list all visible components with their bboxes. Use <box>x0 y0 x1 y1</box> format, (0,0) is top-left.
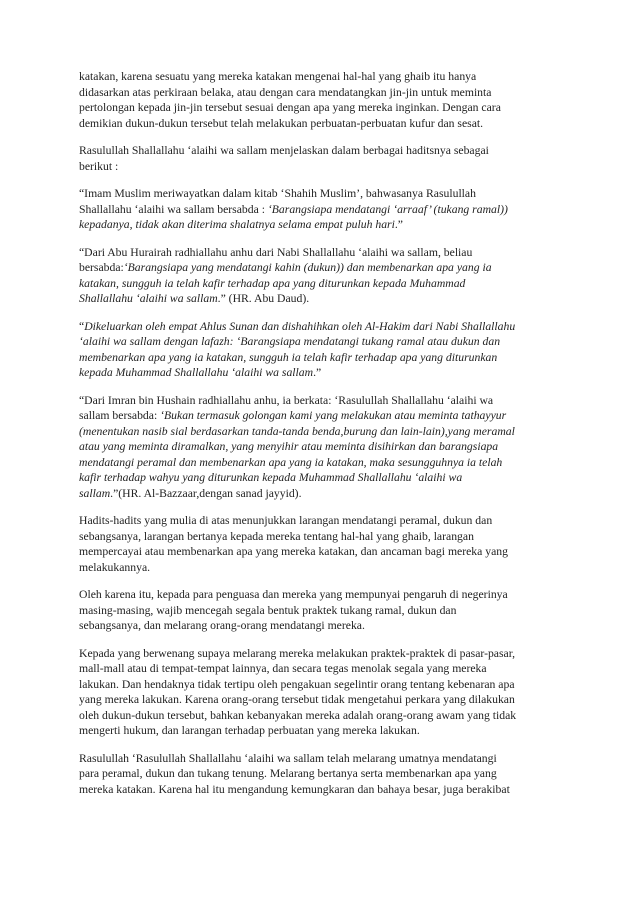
italic-text: kepadanya, tidak akan diterima shalatnya selama empat puluh hari <box>79 218 395 231</box>
text-run: didasarkan atas perkiraan belaka, atau dengan cara mendatangkan jin-jin untuk meminta <box>79 85 492 99</box>
text-run: sebangsanya, dan melarang orang-orang mendatangi mereka. <box>79 619 365 632</box>
text-run: yang mereka lakukan. Karena orang-orang tersebut tidak mengetahui perkara yang dilakukan <box>79 693 515 706</box>
italic-text: Shallallahu ‘alaihi wa sallam <box>79 292 218 305</box>
italic-text: kepada Muhammad Shallallahu ‘alaihi wa sallam <box>79 366 314 379</box>
text-line <box>79 393 567 409</box>
text-line <box>79 159 567 175</box>
text-run: .”(HR. Al-Bazzaar,dengan sanad jayyid). <box>110 486 302 500</box>
text-run: “Dari Abu Hurairah radhiallahu anhu dari Nabi Shallallahu ‘alaihi wa sallam, beliau <box>79 245 473 259</box>
text-run: demikian dukun-dukun tersebut telah melakukan perbuatan-perbuatan kufur dan sesat. <box>79 116 484 130</box>
text-line <box>79 603 567 619</box>
text-run: bersabda: <box>79 261 124 274</box>
text-run: sallam bersabda: <box>79 409 161 422</box>
text-line <box>79 202 567 218</box>
text-run: katakan, karena sesuatu yang mereka katakan mengenai hal-hal yang ghaib itu hanya <box>79 70 477 83</box>
text-run: Hadits-hadits yang mulia di atas menunjukkan larangan mendatangi peramal, dukun dan <box>79 514 493 527</box>
text-line <box>79 350 567 366</box>
text-line <box>79 560 567 576</box>
text-run: “Dari Imran bin Hushain radhiallahu anhu, ia berkata: ‘Rasulullah Shallallahu ‘alaihi wa <box>79 393 494 407</box>
paragraph <box>79 69 567 131</box>
text-run: mall-mall atau di tempat-tempat lainnya, dan secara tegas menolak segala yang mereka <box>79 662 487 675</box>
italic-text: ‘alaihi wa sallam dengan lafazh: ‘Barangsiapa mendatangi tukang ramal atau dukun dan <box>79 335 501 348</box>
text-line <box>79 291 567 307</box>
paragraph <box>79 186 567 233</box>
text-run: “ <box>79 319 85 333</box>
text-line <box>79 365 567 381</box>
text-line <box>79 408 567 424</box>
text-line <box>79 661 567 677</box>
italic-text: kafir terhadap wahyu yang diturunkan kepada Muhammad Shallallahu ‘alaihi wa <box>79 471 463 484</box>
text-line <box>79 100 567 116</box>
text-run: pertolongan kepada jin-jin tersebut sesuai dengan apa yang mereka inginkan. Dengan cara <box>79 101 501 114</box>
text-line <box>79 544 567 560</box>
italic-text: katakan, sungguh ia telah kafir terhadap apa yang diturunkan kepada Muhammad <box>79 276 466 290</box>
text-line <box>79 529 567 545</box>
text-run: .” <box>313 366 322 379</box>
text-run: lakukan. Dan hendaknya tidak tertipu oleh pengakuan segelintir orang tentang kebenaran apa <box>79 677 515 691</box>
text-run: Kepada yang berwenang supaya melarang mereka melakukan praktek-praktek di pasar-pasar, <box>79 646 516 660</box>
italic-text: sallam <box>79 486 111 500</box>
text-line <box>79 69 567 85</box>
italic-text: ‘Barangsiapa mendatangi ‘arraaf’ (tukang ramal)) <box>267 202 508 216</box>
text-line <box>79 646 567 662</box>
text-run: Rasulullah ‘Rasulullah Shallallahu ‘alaihi wa sallam telah melarang umatnya mendatangi <box>79 751 497 765</box>
text-line <box>79 276 567 292</box>
text-line <box>79 486 567 502</box>
italic-text: atau yang meminta diramalkan, yang menyihir atau meminta disihirkan dan barangsiapa <box>79 440 499 453</box>
text-line <box>79 116 567 132</box>
italic-text: (menentukan nasib sial berdasarkan tanda-tanda benda,burung dan lain-lain),yang meramal <box>79 424 515 438</box>
text-run: .” (HR. Abu Daud). <box>217 292 310 305</box>
text-line <box>79 692 567 708</box>
text-line <box>79 424 567 440</box>
text-line <box>79 143 567 159</box>
text-line <box>79 587 567 603</box>
text-run: Shallallahu ‘alaihi wa sallam bersabda : <box>79 202 268 216</box>
text-line <box>79 751 567 767</box>
text-line <box>79 455 567 471</box>
text-line <box>79 766 567 782</box>
text-line <box>79 723 567 739</box>
text-line <box>79 217 567 233</box>
italic-text: ‘Barangsiapa yang mendatangi kahin (dukun)) dan membenarkan apa yang ia <box>123 261 492 274</box>
italic-text: ‘Bukan termasuk golongan kami yang melakukan atau meminta tathayyur <box>160 409 507 422</box>
italic-text: membenarkan apa yang ia katakan, sungguh ia telah kafir terhadap apa yang diturunkan <box>79 350 498 364</box>
text-line <box>79 618 567 634</box>
text-run: .” <box>394 218 403 231</box>
paragraph <box>79 646 567 739</box>
paragraph <box>79 587 567 634</box>
text-run: melakukannya. <box>79 560 151 574</box>
text-run: mereka katakan. Karena hal itu mengandung kemungkaran dan bahaya besar, juga berakibat <box>79 782 510 796</box>
text-run: “Imam Muslim meriwayatkan dalam kitab ‘Shahih Muslim’, bahwasanya Rasulullah <box>79 187 476 200</box>
text-run: sebangsanya, larangan bertanya kepada mereka tentang hal-hal yang ghaib, larangan <box>79 529 474 543</box>
text-line <box>79 85 567 101</box>
text-line <box>79 513 567 529</box>
paragraph <box>79 245 567 307</box>
italic-text: mendatangi peramal dan membenarkan apa yang ia katakan, maka sesungguhnya ia telah <box>79 455 503 469</box>
document-body <box>79 69 567 809</box>
text-run: mempercayai atau membenarkan apa yang mereka katakan, dan ancaman bagi mereka yang <box>79 545 508 558</box>
text-run: berikut : <box>79 159 119 173</box>
paragraph <box>79 513 567 575</box>
text-line <box>79 782 567 798</box>
text-line <box>79 186 567 202</box>
text-line <box>79 334 567 350</box>
text-run: masing-masing, wajib mencegah segala bentuk praktek tukang ramal, dukun dan <box>79 603 457 617</box>
text-line <box>79 677 567 693</box>
text-line <box>79 470 567 486</box>
text-run: para peramal, dukun dan tukang tenung. Melarang bertanya serta membenarkan apa yang <box>79 767 497 780</box>
text-line <box>79 439 567 455</box>
text-run: mengerti hukum, dan larangan terhadap perbuatan yang mereka lakukan. <box>79 724 420 737</box>
paragraph <box>79 751 567 798</box>
text-line <box>79 245 567 261</box>
paragraph <box>79 319 567 381</box>
text-line <box>79 260 567 276</box>
paragraph <box>79 143 567 174</box>
text-run: Rasulullah Shallallahu ‘alaihi wa sallam menjelaskan dalam berbagai haditsnya sebagai <box>79 144 489 157</box>
paragraph <box>79 393 567 502</box>
text-run: oleh dukun-dukun tersebut, bahkan kebanyakan mereka adalah orang-orang awam yang tidak <box>79 708 517 722</box>
text-line <box>79 708 567 724</box>
italic-text: Dikeluarkan oleh empat Ahlus Sunan dan dishahihkan oleh Al-Hakim dari Nabi Shallallahu <box>84 319 516 333</box>
text-run: Oleh karena itu, kepada para penguasa dan mereka yang mempunyai pengaruh di negerinya <box>79 588 508 601</box>
text-line <box>79 319 567 335</box>
